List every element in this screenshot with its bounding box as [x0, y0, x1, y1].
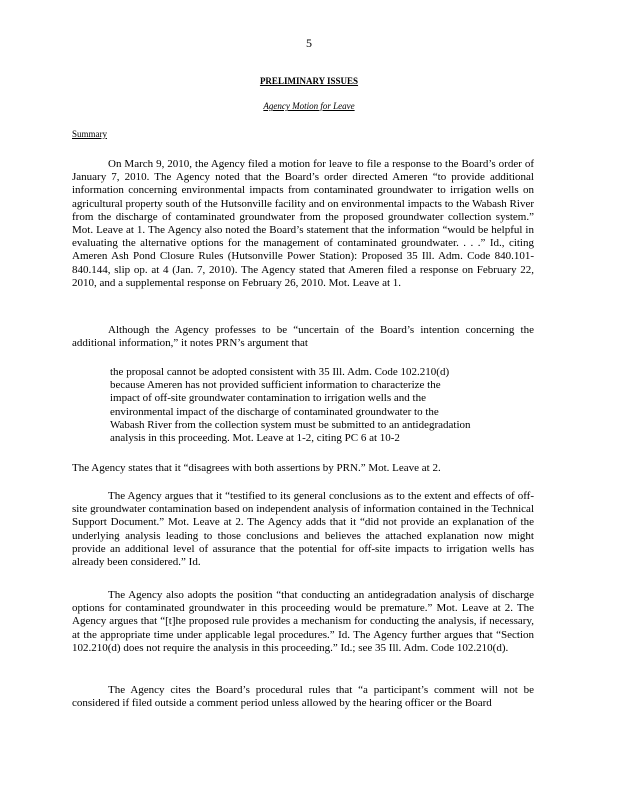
subsection-heading: Agency Motion for Leave	[263, 101, 355, 111]
section-heading: PRELIMINARY ISSUES	[259, 76, 359, 86]
paragraph-5: The Agency also adopts the position “that conducting an antidegradation analysis of discharge options for contaminated groundwater in this proceeding would be premature.” Mot. Leave at 2. The Agency argues that “[t]he proposed rule provides a mechanism for conducting the analysis, if necessary, at the appropriate time under applicable legal procedures.” Id. The Agency further argues that “Section 102.210(d) does not require the analysis in this proceeding.” Id.; see 35 Ill. Adm. Code 102.210(d).	[72, 589, 534, 654]
summary-heading: Summary	[72, 129, 107, 139]
paragraph-4: The Agency argues that it “testified to its general conclusions as to the extent and effects of off-site groundwater contamination based on independent analysis of information contained in the Technical Support Document.” Mot. Leave at 2. The Agency adds that it “did not provide an explanation of the underlying analysis leading to those conclusions and believes the attached explanation now might provide an additional level of assurance that the potential for off-site impacts to irrigation wells has already been considered.” Id.	[72, 490, 534, 569]
paragraph-3: The Agency states that it “disagrees with both assertions by PRN.” Mot. Leave at 2.	[72, 462, 441, 474]
paragraph-1: On March 9, 2010, the Agency filed a motion for leave to file a response to the Board’s order of January 7, 2010. The Agency noted that the Board’s order directed Ameren “to provide additional information concerning environmental impacts from contaminated groundwater to irrigation wells on agricultural property south of the Hutsonville facility and on environmental impacts to the Wabash River from the discharge of contaminated groundwater from the proposed groundwater collection system.” Mot. Leave at 1. The Agency also noted the Board’s statement that the information “would be helpful in evaluating the alternative options for the management of contaminated groundwater. . . .” Id., citing Ameren Ash Pond Closure Rules (Hutsonville Power Station): Proposed 35 Ill. Adm. Code 840.101-840.144, slip op. at 4 (Jan. 7, 2010). The Agency stated that Ameren filed a response on February 22, 2010, and a supplemental response on February 26, 2010. Mot. Leave at 1.	[72, 158, 534, 289]
paragraph-6: The Agency cites the Board’s procedural rules that “a participant’s comment will not be considered if filed outside a comment period unless allowed by the hearing officer or the Board	[72, 684, 534, 710]
paragraph-2: Although the Agency professes to be “uncertain of the Board’s intention concerning the additional information,” it notes PRN’s argument that	[72, 324, 534, 350]
block-quote: the proposal cannot be adopted consistent with 35 Ill. Adm. Code 102.210(d) because Ameren has not provided sufficient information to characterize the impact of off-site groundwater contamination to irrigation wells and the environmental impact of the discharge of contaminated groundwater to the Wabash River from the collection system must be submitted to an antidegradation analysis in this proceeding. Mot. Leave at 1-2, citing PC 6 at 10-2	[110, 366, 471, 445]
page-number: 5	[306, 36, 312, 50]
